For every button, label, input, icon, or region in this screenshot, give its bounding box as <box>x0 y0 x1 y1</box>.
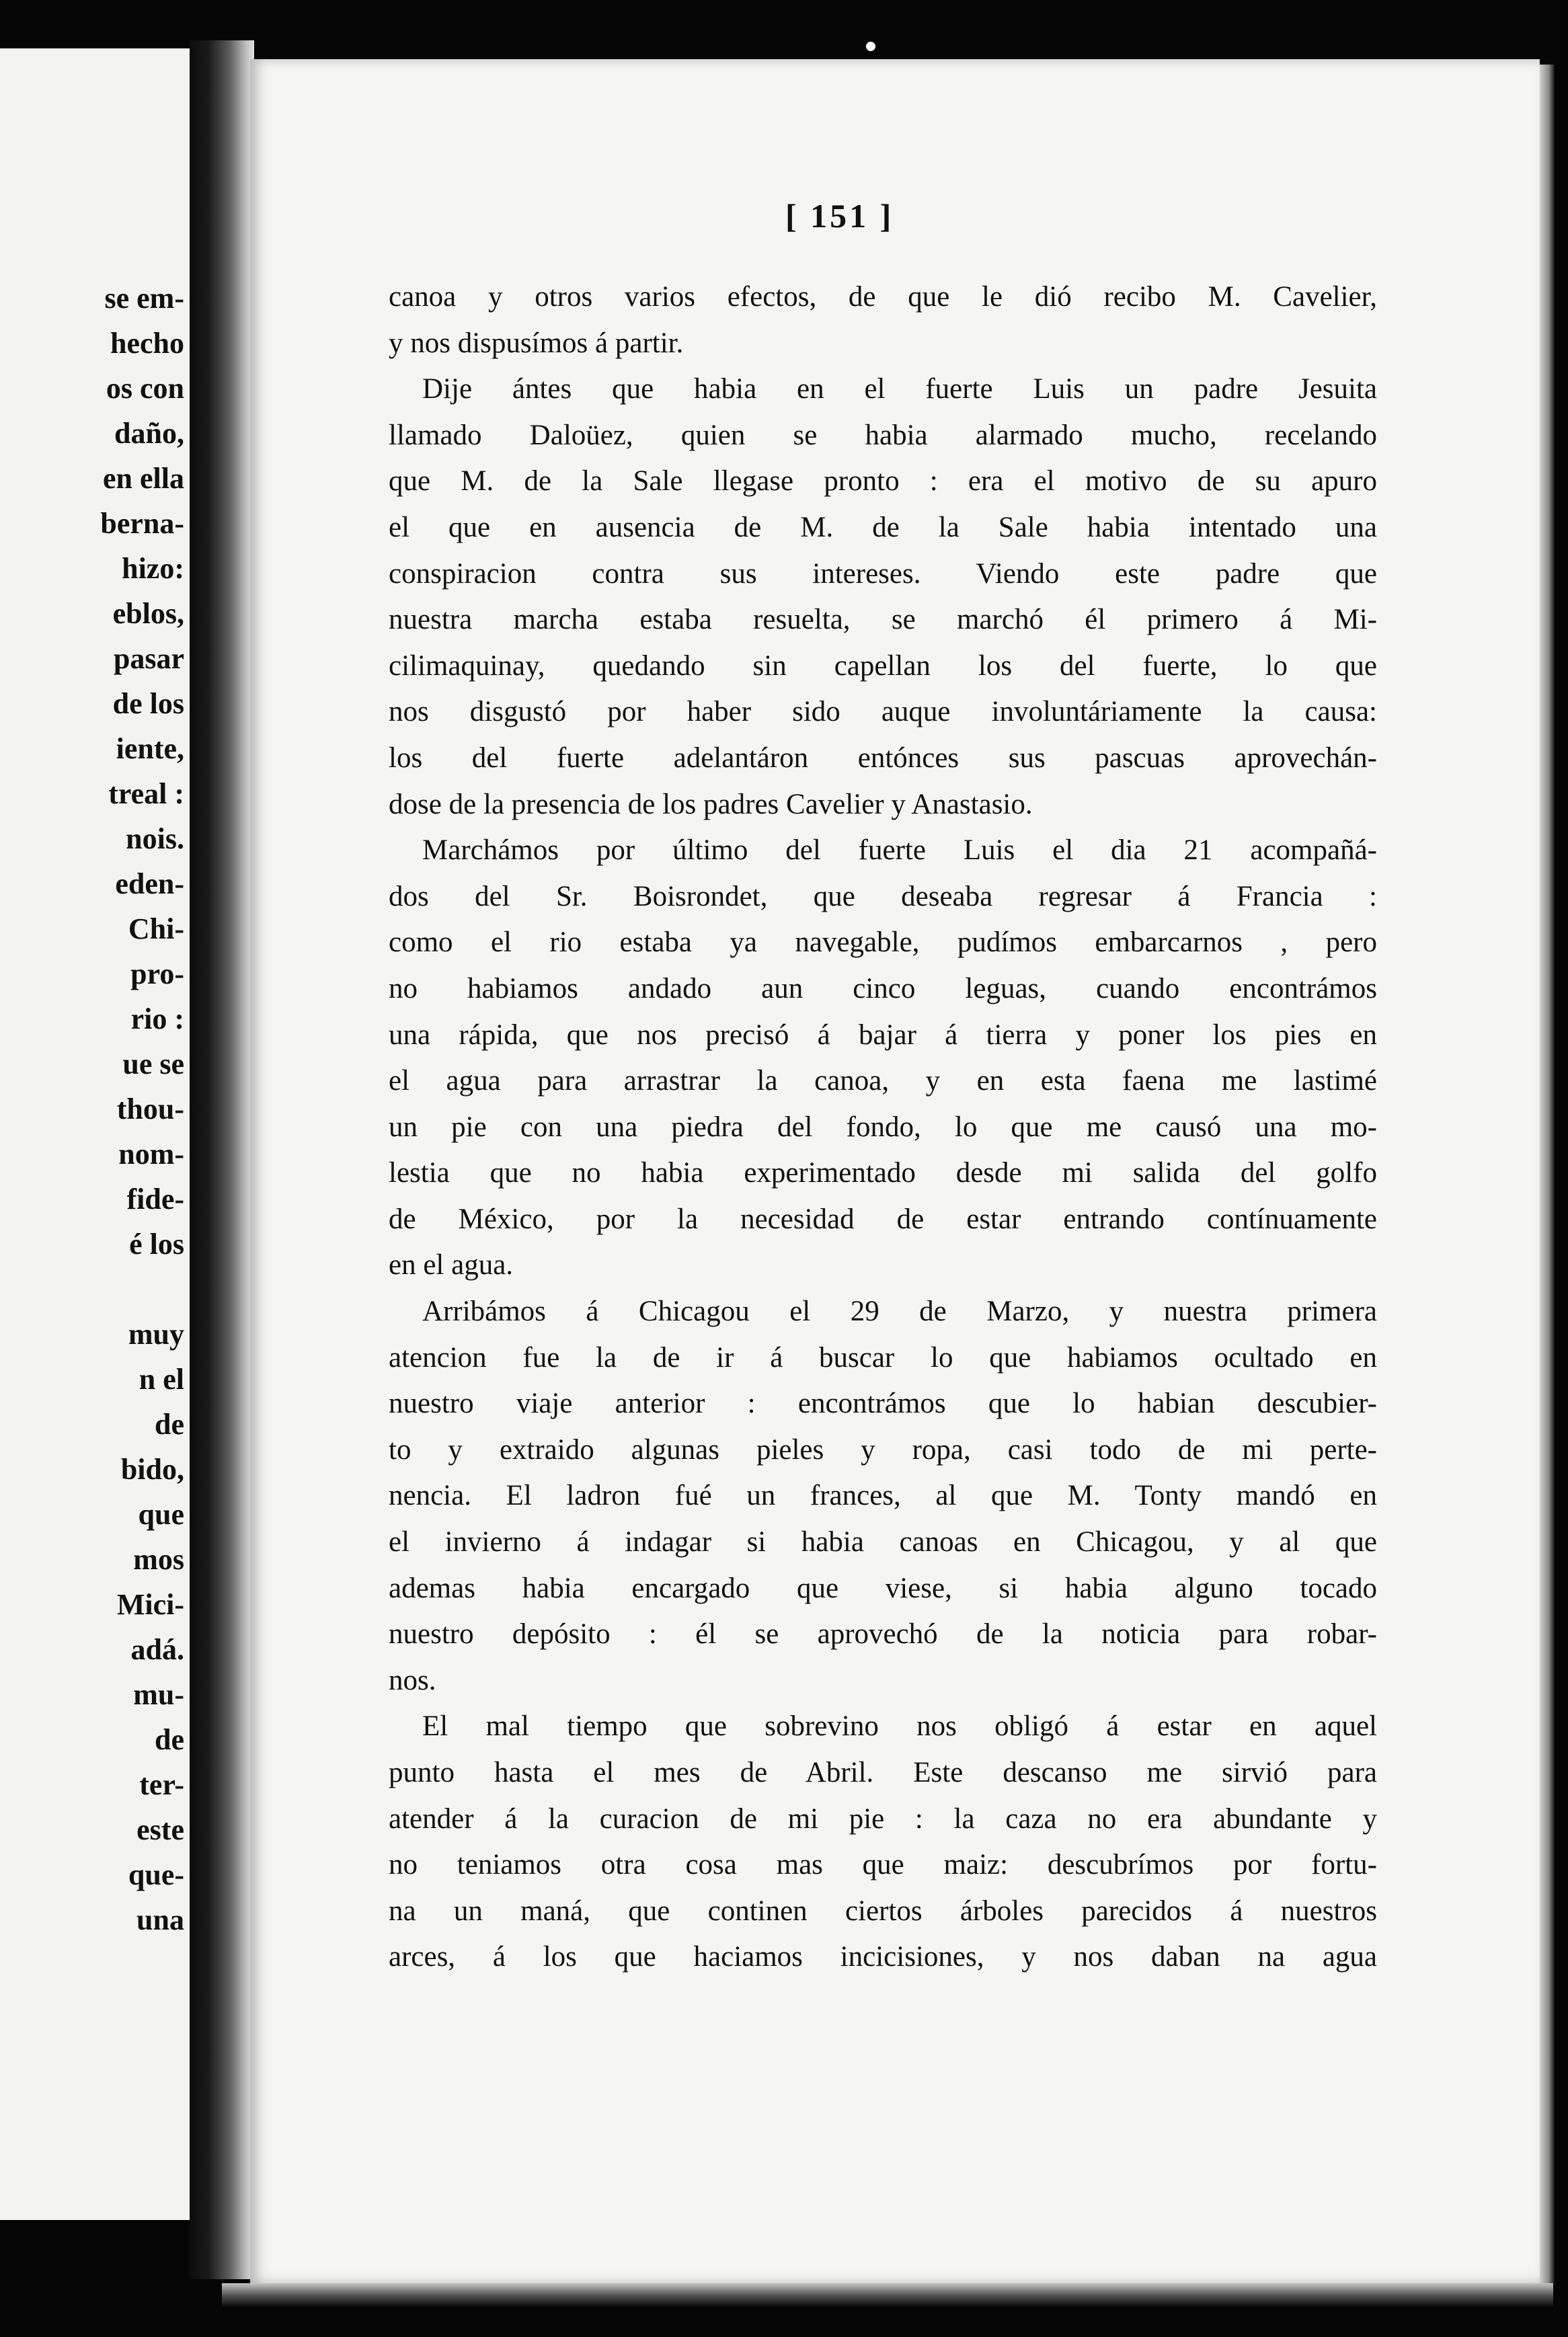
text-line: atender á la curacion de mi pie : la caza no era abundante y <box>389 1803 1377 1835</box>
text-line: un pie con una piedra del fondo, lo que me causó una mo- <box>389 1111 1377 1143</box>
text-line: no teniamos otra cosa mas que maiz: descubrímos por fortu- <box>389 1849 1377 1881</box>
paragraph-start-line: El mal tiempo que sobrevino nos obligó á estar en aquel <box>422 1710 1377 1743</box>
text-line: dose de la presencia de los padres Cavelier y Anastasio. <box>389 788 1033 820</box>
text-line: de México, por la necesidad de estar entrando contínuamente <box>389 1203 1377 1235</box>
text-line: que M. de la Sale llegase pronto : era el motivo de su apuro <box>389 465 1377 498</box>
paragraph-start-line: Dije ántes que habia en el fuerte Luis un padre Jesuita <box>422 373 1377 405</box>
text-line: dos del Sr. Boisrondet, que deseaba regresar á Francia : <box>389 880 1377 912</box>
left-page <box>0 48 190 2220</box>
text-line: en el agua. <box>389 1249 514 1281</box>
text-line: nos. <box>389 1664 436 1696</box>
body-text <box>389 274 1377 1981</box>
page-number: [ 151 ] <box>785 197 894 235</box>
text-line: ademas habia encargado que viese, si habia alguno tocado <box>389 1572 1377 1604</box>
text-line: nuestra marcha estaba resuelta, se marchó él primero á Mi- <box>389 604 1377 636</box>
text-line: cilimaquinay, quedando sin capellan los del fuerte, lo que <box>389 649 1377 682</box>
text-line: una rápida, que nos precisó á bajar á tierra y poner los pies en <box>389 1019 1377 1051</box>
text-line: nuestro depósito : él se aprovechó de la noticia para robar- <box>389 1618 1377 1651</box>
left-page-text-fragments: se em- hecho os con daño, en ella berna- hizo: eblos, pasar de los iente, treal : nois. eden- Chi- pro- rio : ue se thou- nom- fide- é los muy n el de bido, que mos Mici- adá. mu- de ter- este que- una <box>100 282 184 1936</box>
speck-mark <box>866 42 875 51</box>
text-line: canoa y otros varios efectos, de que le dió recibo M. Cavelier, <box>389 281 1377 313</box>
paragraph-start-line: Marchámos por último del fuerte Luis el dia 21 acompañá- <box>422 834 1377 867</box>
text-line: y nos dispusímos á partir. <box>389 327 684 359</box>
page-edge <box>1540 65 1555 2283</box>
text-line: los del fuerte adelantáron entónces sus pascuas aprovechán- <box>389 742 1377 774</box>
text-line: el que en ausencia de M. de la Sale habia intentado una <box>389 511 1377 543</box>
text-line: el agua para arrastrar la canoa, y en esta faena me lastimé <box>389 1065 1377 1097</box>
text-line: llamado Daloüez, quien se habia alarmado mucho, recelando <box>389 419 1377 451</box>
text-line: punto hasta el mes de Abril. Este descanso me sirvió para <box>389 1757 1377 1788</box>
book-gutter <box>190 40 254 2279</box>
paragraph-start-line: Arribámos á Chicagou el 29 de Marzo, y nuestra primera <box>422 1296 1377 1328</box>
text-line: nuestro viaje anterior : encontrámos que lo habian descubier- <box>389 1388 1377 1420</box>
text-line: como el rio estaba ya navegable, pudímos embarcarnos , pero <box>389 926 1377 959</box>
text-line: na un maná, que continen ciertos árboles parecidos á nuestros <box>389 1895 1377 1927</box>
text-line: lestia que no habia experimentado desde mi salida del golfo <box>389 1157 1377 1189</box>
text-line: no habiamos andado aun cinco leguas, cuando encontrámos <box>389 972 1377 1004</box>
text-line: arces, á los que haciamos incicisiones, y nos daban na agua <box>389 1941 1377 1973</box>
text-line: el invierno á indagar si habia canoas en Chicagou, y al que <box>389 1526 1377 1558</box>
text-line: atencion fue la de ir á buscar lo que habiamos ocultado en <box>389 1341 1377 1374</box>
page-bottom-edge <box>222 2283 1553 2307</box>
text-line: to y extraido algunas pieles y ropa, casi todo de mi perte- <box>389 1433 1377 1466</box>
text-line: conspiracion contra sus intereses. Viendo este padre que <box>389 557 1377 590</box>
text-line: nencia. El ladron fué un frances, al que M. Tonty mandó en <box>389 1480 1377 1512</box>
text-line: nos disgustó por haber sido auque involuntáriamente la causa: <box>389 696 1377 728</box>
